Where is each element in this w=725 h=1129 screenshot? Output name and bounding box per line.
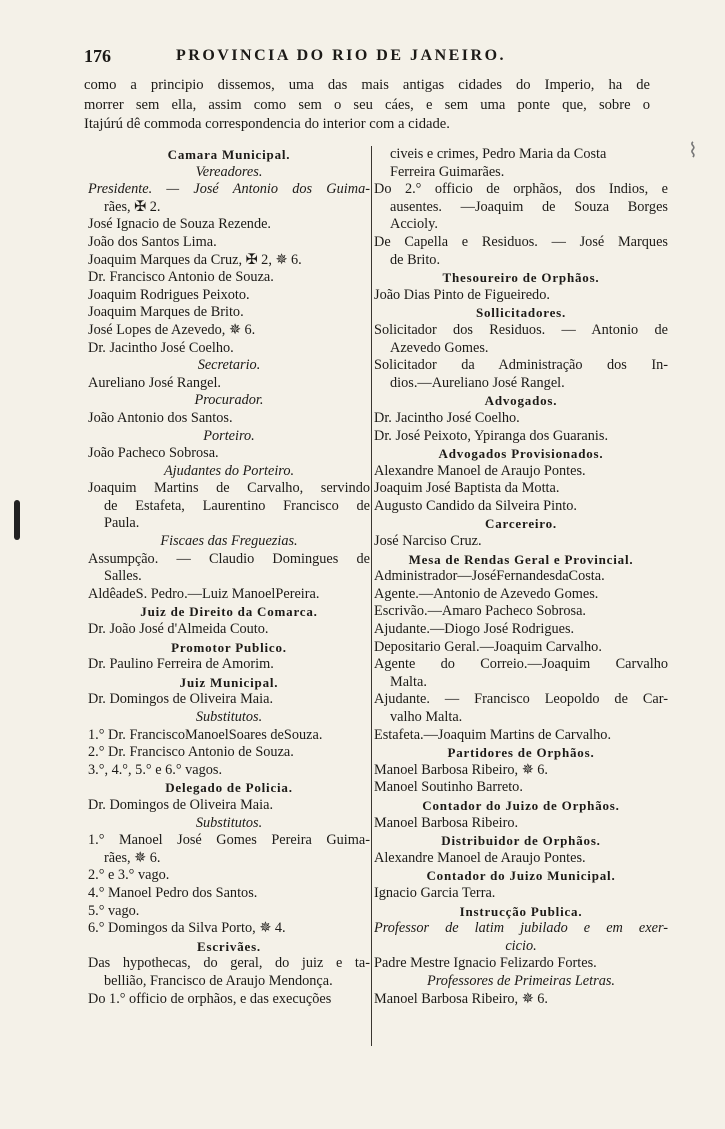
page-number: 176: [84, 46, 111, 66]
sub-heading: Secretario.: [197, 357, 261, 374]
text-line: Dr. Paulino Ferreira de Amorim.: [88, 656, 274, 673]
text-line: Dr. João José d'Almeida Couto.: [88, 621, 269, 638]
section-heading: Mesa de Rendas Geral e Provincial.: [408, 551, 634, 567]
text-line: Agente.—Antonio de Azevedo Gomes.: [374, 585, 599, 602]
intro-paragraph: [84, 76, 650, 135]
text-line: João Antonio dos Santos.: [88, 409, 233, 426]
text-line: 2.° e 3.° vago.: [88, 867, 170, 884]
section-heading: Carcereiro.: [485, 516, 557, 532]
text-line: Aureliano José Rangel.: [88, 374, 222, 391]
text-line: Salles.: [104, 568, 142, 585]
text-line: Estafeta.—Joaquim Martins de Carvalho.: [374, 726, 612, 743]
text-line: José Narciso Cruz.: [374, 533, 482, 550]
margin-mark: ⌇: [688, 140, 698, 162]
text-line: de Estafeta, Laurentino Francisco de: [104, 497, 370, 514]
text-line: Augusto Candido da Silveira Pinto.: [374, 497, 577, 514]
text-line: Malta.: [390, 673, 427, 690]
text-line: Do 1.° officio de orphãos, e das execuções: [88, 990, 332, 1007]
section-heading: Juiz de Direito da Comarca.: [140, 604, 318, 620]
text-line: Accioly.: [390, 216, 438, 233]
text-line: Azevedo Gomes.: [390, 339, 489, 356]
text-line: João Pacheco Sobrosa.: [88, 445, 219, 462]
section-heading: Advogados Provisionados.: [438, 446, 604, 462]
text-line: Alexandre Manoel de Araujo Pontes.: [374, 849, 586, 866]
section-heading: Instrucção Publica.: [459, 903, 583, 919]
section-heading: Distribuidor de Orphãos.: [441, 833, 601, 849]
section-heading: Promotor Publico.: [171, 639, 287, 655]
text-line: Administrador—JoséFernandesdaCosta.: [374, 568, 605, 585]
section-heading: Thesoureiro de Orphãos.: [442, 270, 600, 286]
column-divider: [371, 146, 372, 1046]
text-line: Dr. Jacintho José Coelho.: [374, 409, 520, 426]
text-line: Ferreira Guimarães.: [390, 163, 505, 180]
text-line: 5.° vago.: [88, 902, 140, 919]
text-line: 6.° Domingos da Silva Porto, ✵ 4.: [88, 920, 286, 937]
text-line: Manoel Barbosa Ribeiro.: [374, 814, 519, 831]
right-column: [374, 146, 668, 1008]
left-column: [88, 146, 370, 1008]
text-line: José Ignacio de Souza Rezende.: [88, 216, 272, 233]
text-line: Solicitador da Administração dos In-: [374, 357, 668, 374]
ink-stain: [14, 500, 20, 540]
text-line: Padre Mestre Ignacio Felizardo Fortes.: [374, 955, 597, 972]
text-line: valho Malta.: [390, 709, 463, 725]
section-heading: Partidores de Orphãos.: [447, 745, 595, 761]
text-line: 2.° Dr. Francisco Antonio de Souza.: [88, 744, 294, 761]
text-line: ausentes. —Joaquim de Souza Borges: [390, 198, 668, 215]
sub-heading: Fiscaes das Freguezias.: [160, 533, 298, 550]
intro-line: morrer sem ella, assim como sem o seu cáes, e sem uma ponte que, sobre o: [84, 96, 650, 113]
text-line: José Lopes de Azevedo, ✵ 6.: [88, 321, 256, 338]
text-line: Solicitador dos Residuos. — Antonio de: [374, 321, 668, 338]
text-line: Professor de latim jubilado e em exer-: [374, 920, 668, 937]
text-line: Manoel Barbosa Ribeiro, ✵ 6.: [374, 990, 548, 1007]
section-heading: Delegado de Policia.: [165, 780, 293, 796]
text-line: Dr. Francisco Antonio de Souza.: [88, 269, 274, 286]
text-line: Dr. Domingos de Oliveira Maia.: [88, 691, 274, 708]
text-line: Joaquim Martins de Carvalho, servindo: [88, 480, 370, 497]
text-line: 1.° Dr. FranciscoManoelSoares deSouza.: [88, 726, 323, 743]
text-line: rães, ✵ 6.: [104, 849, 161, 866]
text-line: Depositario Geral.—Joaquim Carvalho.: [374, 638, 602, 655]
text-line: Alexandre Manoel de Araujo Pontes.: [374, 462, 586, 479]
text-line: Dr. Domingos de Oliveira Maia.: [88, 796, 274, 813]
text-line: Dr. José Peixoto, Ypiranga dos Guaranis.: [374, 427, 609, 444]
text-line: Presidente. — José Antonio dos Guima-: [88, 181, 370, 198]
section-heading: Contador do Juizo de Orphãos.: [422, 797, 620, 813]
running-title: PROVINCIA DO RIO DE JANEIRO.: [176, 47, 507, 64]
text-line: Escrivão.—Amaro Pacheco Sobrosa.: [374, 603, 587, 620]
text-line: Ajudante.—Diogo José Rodrigues.: [374, 621, 575, 638]
text-line: Ajudante. — Francisco Leopoldo de Car-: [374, 691, 668, 708]
text-line: De Capella e Residuos. — José Marques: [374, 233, 668, 250]
text-line: Joaquim Marques de Brito.: [88, 304, 244, 321]
text-line: AldêadeS. Pedro.—Luiz ManoelPereira.: [88, 585, 320, 602]
text-line: Paula.: [104, 515, 140, 532]
text-line: Agente do Correio.—Joaquim Carvalho: [374, 656, 668, 673]
text-line: de Brito.: [390, 251, 441, 268]
text-line: civeis e crimes, Pedro Maria da Costa: [390, 146, 607, 162]
text-line: Assumpção. — Claudio Domingues de: [88, 550, 370, 567]
section-heading: Juiz Municipal.: [179, 674, 279, 690]
text-line: 1.° Manoel José Gomes Pereira Guima-: [88, 832, 370, 849]
sub-heading: Procurador.: [194, 392, 264, 409]
text-line: bellião, Francisco de Araujo Mendonça.: [104, 972, 333, 989]
section-heading: Sollicitadores.: [475, 305, 567, 321]
sub-heading: Vereadores.: [195, 163, 263, 180]
text-line: Dr. Jacintho José Coelho.: [88, 339, 234, 356]
section-heading: Advogados.: [484, 393, 558, 409]
sub-heading: Substitutos.: [195, 814, 263, 831]
text-line: Do 2.° officio de orphãos, dos Indios, e: [374, 181, 668, 198]
text-line: Manoel Barbosa Ribeiro, ✵ 6.: [374, 761, 548, 778]
text-line: Manoel Soutinho Barreto.: [374, 779, 523, 796]
text-line: João Dias Pinto de Figueiredo.: [374, 286, 550, 303]
text-line: João dos Santos Lima.: [88, 233, 217, 250]
section-heading: Contador do Juizo Municipal.: [426, 868, 616, 884]
text-line: 3.°, 4.°, 5.° e 6.° vagos.: [88, 761, 223, 778]
sub-heading: Substitutos.: [195, 709, 263, 725]
text-line: dios.—Aureliano José Rangel.: [390, 374, 565, 391]
sub-heading: Professores de Primeiras Letras.: [427, 972, 615, 989]
text-line: Joaquim Rodrigues Peixoto.: [88, 286, 250, 303]
sub-heading: Porteiro.: [203, 427, 255, 444]
sub-heading: cicio.: [505, 937, 537, 954]
text-line: rães, ✠ 2.: [104, 198, 161, 215]
text-line: Das hypothecas, do geral, do juiz e ta-: [88, 955, 370, 972]
section-heading: Escrivães.: [197, 938, 261, 954]
intro-line: como a principio dissemos, uma das mais antigas cidades do Imperio, ha de: [84, 77, 650, 93]
text-line: Joaquim Marques da Cruz, ✠ 2, ✵ 6.: [88, 251, 302, 268]
section-heading: Camara Municipal.: [167, 147, 291, 162]
text-line: Ignacio Garcia Terra.: [374, 884, 496, 901]
text-line: Joaquim José Baptista da Motta.: [374, 480, 560, 497]
text-line: 4.° Manoel Pedro dos Santos.: [88, 884, 258, 901]
intro-line: Itajúrú dê commoda correspondencia do interior com a cidade.: [84, 116, 450, 132]
page-header: [84, 46, 654, 70]
sub-heading: Ajudantes do Porteiro.: [163, 462, 295, 479]
